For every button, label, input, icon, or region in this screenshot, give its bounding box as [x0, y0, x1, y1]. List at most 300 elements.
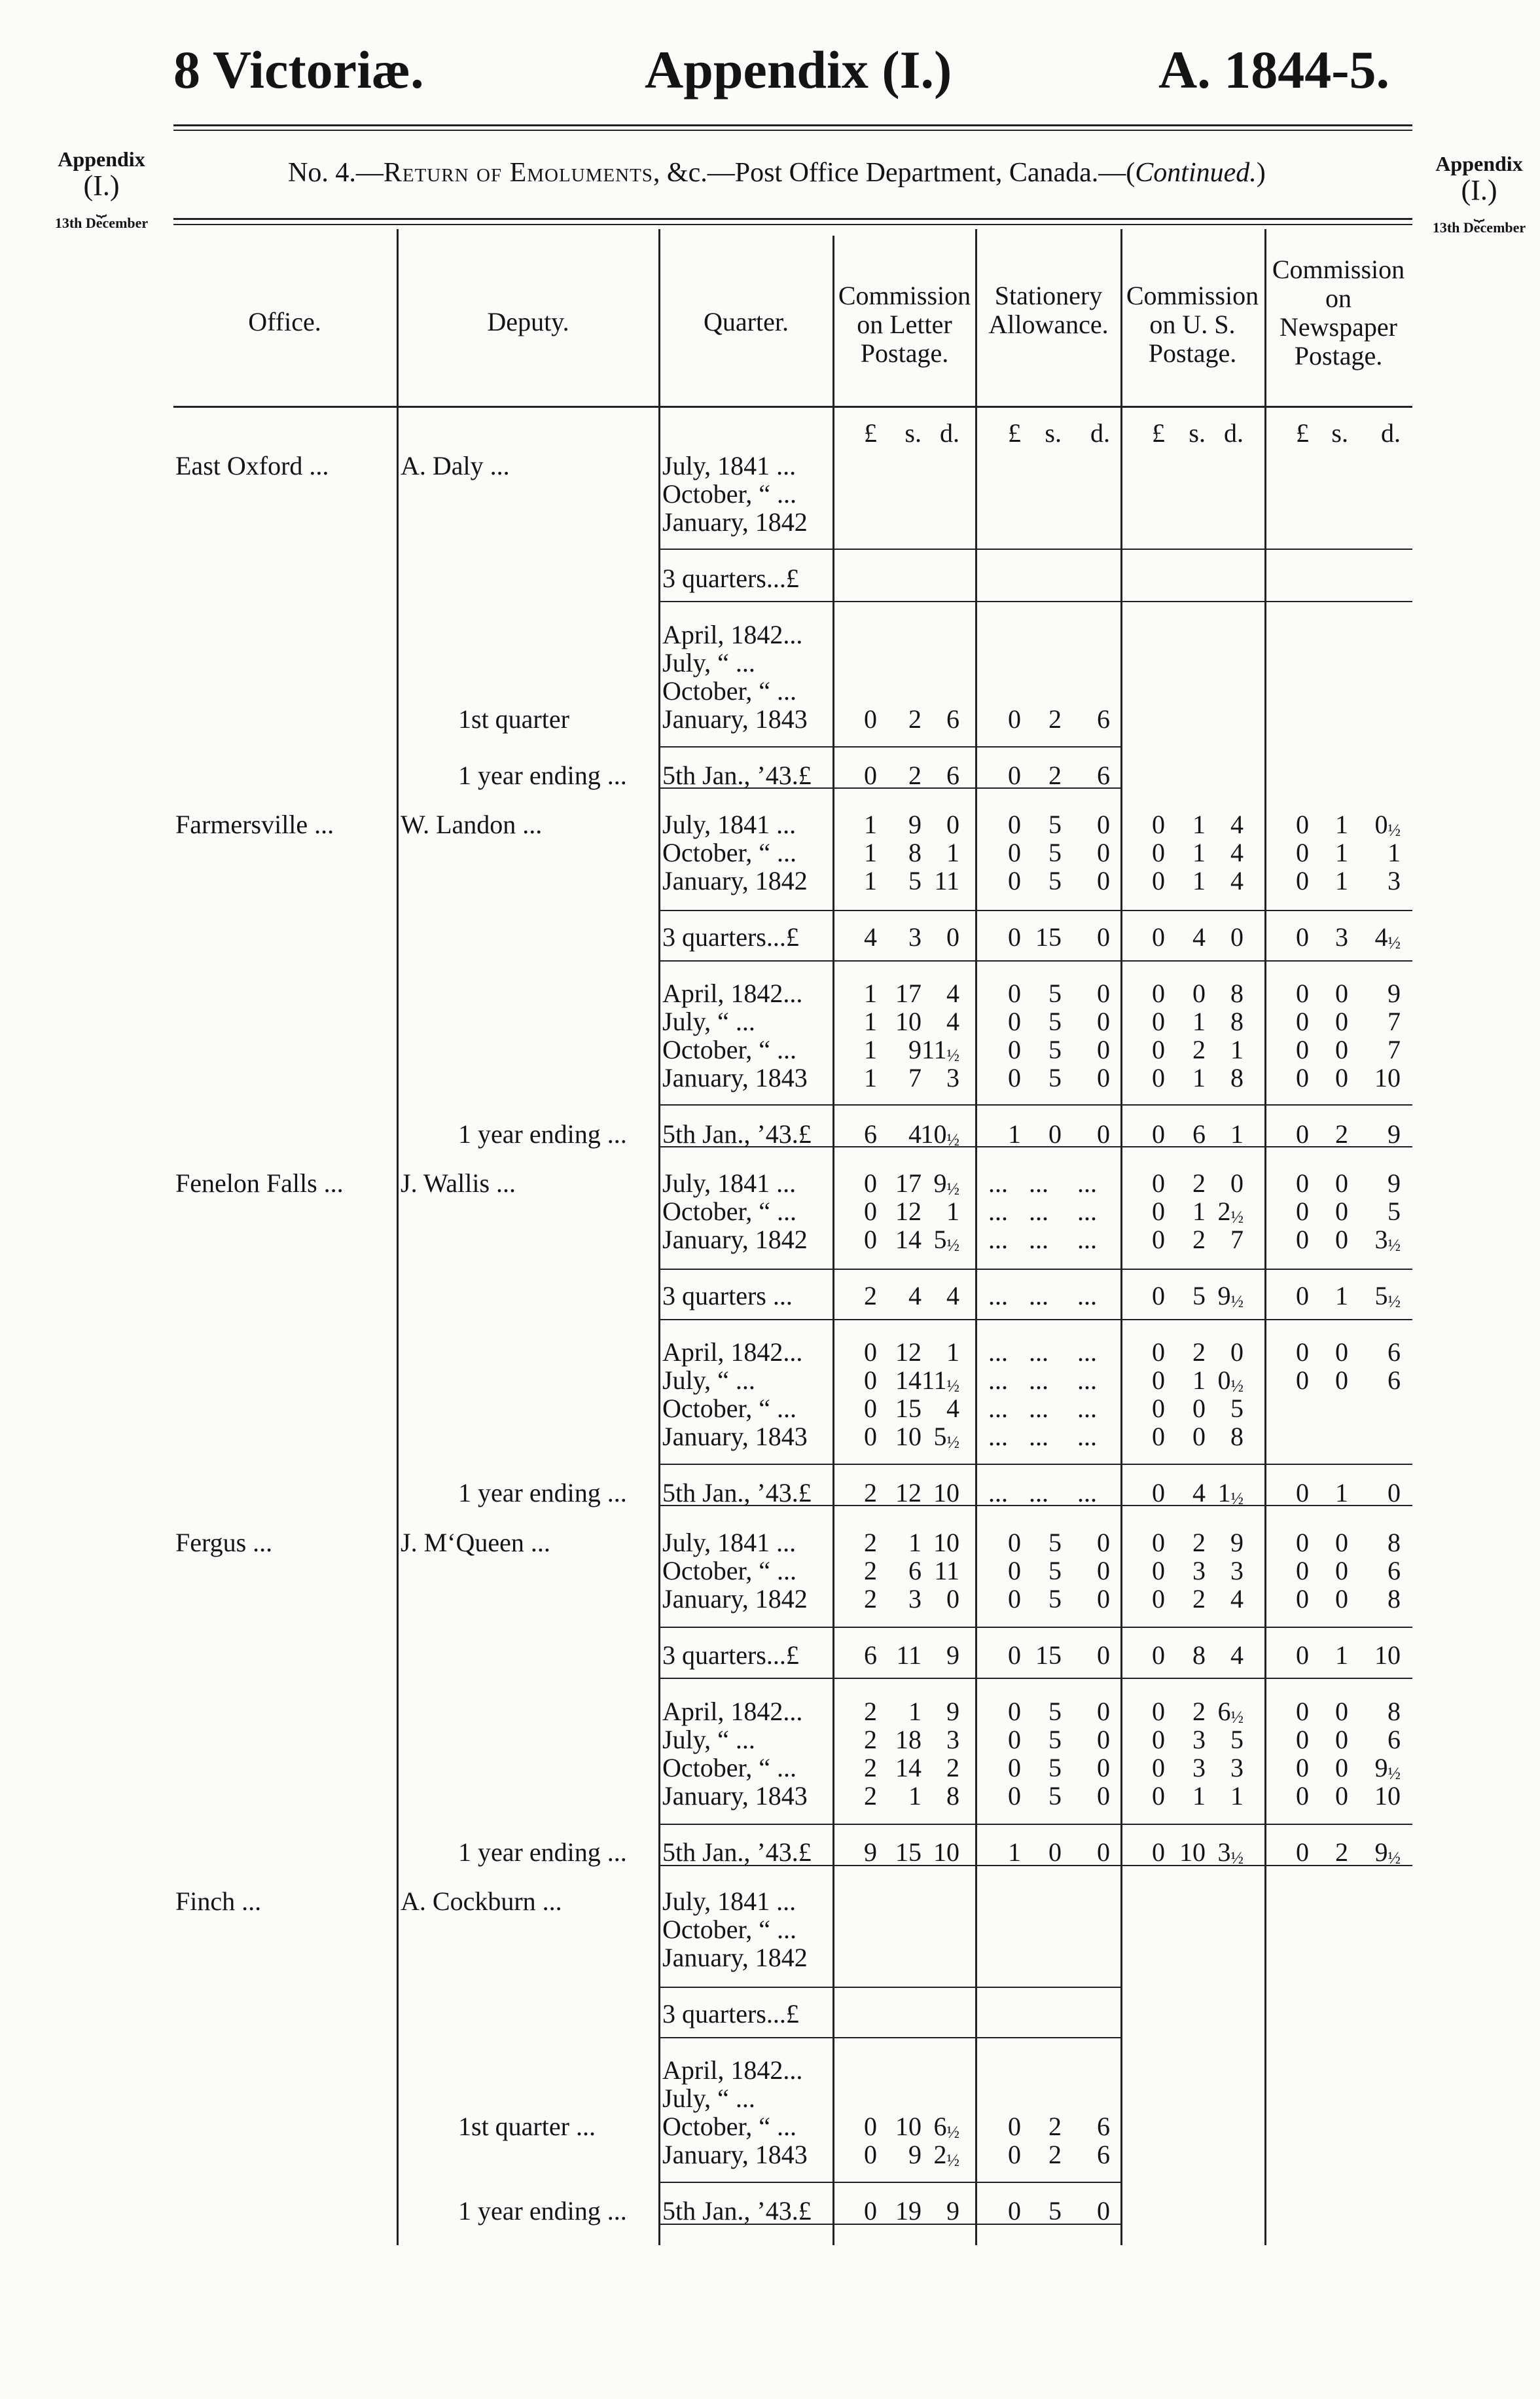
- news-amount: 1: [1335, 1281, 1348, 1310]
- stat-amount: 0: [1008, 979, 1021, 1008]
- stat-amount: 0: [1008, 1753, 1021, 1782]
- us-amount: 2½: [1217, 1197, 1244, 1227]
- us-amount: 0: [1192, 1422, 1206, 1451]
- table-subtitle: No. 4.—Return of Emoluments, &c.—Post Office Department, Canada.—(Continued.): [288, 158, 1266, 188]
- us-amount: 1: [1192, 838, 1206, 867]
- quarter-label: January, 1843: [662, 704, 808, 734]
- stat-amount: 0: [1097, 1035, 1110, 1064]
- letter-amount: 1: [864, 810, 877, 839]
- us-amount: 2: [1192, 1337, 1206, 1367]
- news-amount: 0: [1335, 1781, 1348, 1811]
- letter-amount: 0: [864, 1337, 877, 1367]
- letter-amount: 0: [864, 761, 877, 790]
- stat-amount: 6: [1097, 2112, 1110, 2141]
- quarter-label: January, 1842: [662, 1225, 808, 1254]
- letter-amount: 7: [908, 1063, 922, 1092]
- us-amount: 4: [1230, 1640, 1244, 1670]
- us-amount: 10: [1179, 1837, 1206, 1867]
- stat-amount: 0: [1008, 1697, 1021, 1726]
- news-amount: 4½: [1374, 922, 1401, 952]
- subtitle-rule: [173, 218, 1412, 220]
- news-amount: 0: [1296, 979, 1309, 1008]
- news-amount: 1: [1335, 838, 1348, 867]
- letter-amount: 2: [864, 1556, 877, 1585]
- quarter-label: January, 1842: [662, 866, 808, 895]
- news-amount: 0: [1335, 1697, 1348, 1726]
- letter-amount: 0: [864, 2196, 877, 2226]
- letter-amount: 0: [946, 810, 959, 839]
- money-unit-header: £: [1296, 418, 1309, 448]
- letter-amount: 1: [864, 866, 877, 895]
- stat-amount: 0: [1008, 1725, 1021, 1754]
- quarter-label: July, “ ...: [662, 1365, 755, 1395]
- money-unit-header: £: [1008, 418, 1021, 448]
- stat-amount: 0: [1097, 1837, 1110, 1867]
- stat-amount: 2: [1048, 2140, 1062, 2169]
- letter-amount: 2: [864, 1781, 877, 1811]
- quarter-label: July, 1841 ...: [662, 1886, 797, 1916]
- letter-amount: 2: [864, 1528, 877, 1557]
- stat-amount: 6: [1097, 704, 1110, 734]
- letter-amount: 10½: [920, 1119, 959, 1149]
- stat-amount: 0: [1008, 2196, 1021, 2226]
- quarter-label: October, “ ...: [662, 1394, 797, 1423]
- stat-amount: ...: [988, 1337, 1008, 1367]
- quarter-label: October, “ ...: [662, 1753, 797, 1782]
- us-amount: 1: [1230, 1035, 1244, 1064]
- stat-amount: ...: [1029, 1225, 1048, 1254]
- period-label: 1 year ending ...: [458, 1478, 627, 1507]
- stat-amount: 5: [1048, 2196, 1062, 2226]
- us-amount: 4: [1230, 866, 1244, 895]
- stat-amount: ...: [1077, 1394, 1097, 1423]
- us-amount: 8: [1230, 1007, 1244, 1036]
- letter-amount: 11½: [921, 1035, 959, 1065]
- letter-amount: 10: [933, 1528, 959, 1557]
- col-sep-deputy: [397, 229, 399, 2245]
- office-name: Finch ...: [175, 1886, 262, 1916]
- stat-amount: 2: [1048, 2112, 1062, 2141]
- news-amount: 7: [1388, 1007, 1401, 1036]
- margin-note-right: Appendix (I.) ⏟ 13th December: [1420, 152, 1538, 236]
- letter-amount: 0: [864, 2140, 877, 2169]
- news-amount: 0: [1335, 1753, 1348, 1782]
- letter-amount: 9: [946, 1640, 959, 1670]
- us-amount: 8: [1230, 1063, 1244, 1092]
- letter-amount: 0: [864, 2112, 877, 2141]
- quarter-label: October, “ ...: [662, 838, 797, 867]
- stat-amount: 0: [1097, 1528, 1110, 1557]
- stat-amount: 0: [1097, 1697, 1110, 1726]
- us-amount: 2: [1192, 1697, 1206, 1726]
- quarter-label: January, 1842: [662, 1584, 808, 1614]
- deputy-name: J. M‘Queen ...: [401, 1528, 550, 1557]
- quarter-label: July, 1841 ...: [662, 451, 797, 480]
- us-amount: 2: [1192, 1584, 1206, 1614]
- letter-amount: 1: [946, 838, 959, 867]
- quarter-label: January, 1843: [662, 1781, 808, 1811]
- quarter-label: July, 1841 ...: [662, 1168, 797, 1198]
- news-amount: 0: [1388, 1478, 1401, 1507]
- us-amount: 0: [1152, 1837, 1165, 1867]
- us-amount: 6½: [1217, 1697, 1244, 1727]
- quarter-label: January, 1843: [662, 1063, 808, 1092]
- us-amount: 3: [1230, 1753, 1244, 1782]
- sum-rule: [658, 910, 1412, 911]
- us-amount: 7: [1230, 1225, 1244, 1254]
- stat-amount: 5: [1048, 810, 1062, 839]
- news-amount: 0: [1335, 1197, 1348, 1226]
- letter-amount: 10: [895, 2112, 922, 2141]
- deputy-name: W. Landon ...: [401, 810, 543, 839]
- us-amount: 0: [1230, 922, 1244, 952]
- stat-amount: 0: [1008, 1584, 1021, 1614]
- us-amount: 3: [1192, 1556, 1206, 1585]
- news-amount: 0: [1335, 1725, 1348, 1754]
- quarter-label: April, 1842...: [662, 2055, 803, 2085]
- money-unit-header: £: [1152, 418, 1165, 448]
- letter-amount: 11½: [921, 1365, 959, 1396]
- period-label: 1st quarter: [458, 704, 569, 734]
- money-unit-header: d.: [940, 418, 959, 448]
- letter-amount: 17: [895, 1168, 922, 1198]
- sum-rule: [658, 2037, 1120, 2038]
- letter-amount: 5: [908, 866, 922, 895]
- stat-amount: 0: [1048, 1119, 1062, 1149]
- quarter-label: October, “ ...: [662, 1197, 797, 1226]
- us-amount: 3: [1192, 1753, 1206, 1782]
- news-amount: 0: [1335, 1528, 1348, 1557]
- money-unit-header: d.: [1224, 418, 1244, 448]
- header-rule-top: [173, 124, 1412, 126]
- us-amount: 5: [1230, 1394, 1244, 1423]
- news-amount: 5: [1388, 1197, 1401, 1226]
- us-amount: 1: [1230, 1119, 1244, 1149]
- us-amount: 0: [1152, 1753, 1165, 1782]
- stat-amount: ...: [1077, 1281, 1097, 1310]
- us-amount: 3½: [1217, 1837, 1244, 1867]
- news-amount: 6: [1388, 1337, 1401, 1367]
- us-amount: 0: [1152, 979, 1165, 1008]
- letter-amount: 11: [934, 866, 959, 895]
- news-amount: 0: [1296, 1063, 1309, 1092]
- stat-amount: 5: [1048, 1528, 1062, 1557]
- stat-amount: ...: [988, 1422, 1008, 1451]
- brace-icon: ⏟: [96, 197, 107, 217]
- column-header-rule: [173, 406, 1412, 408]
- news-amount: 0: [1296, 1556, 1309, 1585]
- stat-amount: 0: [1008, 1556, 1021, 1585]
- us-amount: 8: [1230, 979, 1244, 1008]
- page-header-right: A. 1844-5.: [1158, 40, 1390, 99]
- stat-amount: 0: [1048, 1837, 1062, 1867]
- stat-amount: ...: [988, 1197, 1008, 1226]
- stat-amount: ...: [1029, 1422, 1048, 1451]
- letter-amount: 2: [864, 1697, 877, 1726]
- us-amount: 1: [1192, 1197, 1206, 1226]
- letter-amount: 4: [946, 1007, 959, 1036]
- letter-amount: 0: [864, 1422, 877, 1451]
- us-amount: 4: [1192, 922, 1206, 952]
- money-unit-header: s.: [904, 418, 922, 448]
- sum-rule: [658, 960, 1412, 962]
- news-amount: 0: [1335, 1225, 1348, 1254]
- us-amount: 0: [1152, 1640, 1165, 1670]
- stat-amount: 5: [1048, 866, 1062, 895]
- stat-amount: 0: [1097, 1725, 1110, 1754]
- us-amount: 0: [1230, 1168, 1244, 1198]
- sum-rule: [658, 746, 1120, 748]
- us-amount: 1: [1192, 866, 1206, 895]
- sum-rule: [658, 601, 1412, 602]
- stat-amount: 5: [1048, 1007, 1062, 1036]
- us-amount: 0½: [1217, 1365, 1244, 1396]
- money-unit-header: s.: [1045, 418, 1062, 448]
- office-name: Farmersville ...: [175, 810, 334, 839]
- stat-amount: 0: [1008, 838, 1021, 867]
- stat-amount: 0: [1097, 1007, 1110, 1036]
- stat-amount: 0: [1008, 1781, 1021, 1811]
- us-amount: 8: [1230, 1422, 1244, 1451]
- quarter-label: October, “ ...: [662, 676, 797, 706]
- stat-amount: 15: [1035, 1640, 1062, 1670]
- us-amount: 3: [1192, 1725, 1206, 1754]
- us-amount: 5: [1230, 1725, 1244, 1754]
- news-amount: 8: [1388, 1528, 1401, 1557]
- quarter-label: April, 1842...: [662, 1337, 803, 1367]
- us-amount: 4: [1230, 1584, 1244, 1614]
- letter-amount: 1: [908, 1697, 922, 1726]
- news-amount: 0: [1335, 1168, 1348, 1198]
- letter-amount: 9: [908, 810, 922, 839]
- stat-amount: 2: [1048, 761, 1062, 790]
- stat-amount: 0: [1008, 1035, 1021, 1064]
- letter-amount: 6½: [933, 2112, 959, 2142]
- letter-amount: 4: [946, 1281, 959, 1310]
- news-amount: 3: [1335, 922, 1348, 952]
- quarter-label: July, “ ...: [662, 2083, 755, 2113]
- letter-amount: 9: [946, 1697, 959, 1726]
- stat-amount: 0: [1008, 1063, 1021, 1092]
- news-amount: 0: [1296, 866, 1309, 895]
- stat-amount: 1: [1008, 1119, 1021, 1149]
- us-amount: 2: [1192, 1168, 1206, 1198]
- quarter-label: January, 1843: [662, 1422, 808, 1451]
- stat-amount: 2: [1048, 704, 1062, 734]
- us-amount: 0: [1152, 1281, 1165, 1310]
- us-amount: 4: [1230, 838, 1244, 867]
- letter-amount: 9½: [933, 1168, 959, 1199]
- letter-amount: 1: [864, 1063, 877, 1092]
- quarter-label: 3 quarters...£: [662, 564, 799, 593]
- stat-amount: ...: [988, 1168, 1008, 1198]
- quarter-label: 5th Jan., ’43.£: [662, 1837, 812, 1867]
- us-amount: 0: [1152, 1063, 1165, 1092]
- stat-amount: 0: [1097, 979, 1110, 1008]
- sum-rule: [658, 549, 1412, 550]
- news-amount: 0: [1296, 922, 1309, 952]
- news-amount: 0: [1296, 1281, 1309, 1310]
- letter-amount: 2: [864, 1478, 877, 1507]
- letter-amount: 19: [895, 2196, 922, 2226]
- news-amount: 5½: [1374, 1281, 1401, 1311]
- letter-amount: 15: [895, 1837, 922, 1867]
- letter-amount: 9: [946, 2196, 959, 2226]
- stat-amount: 0: [1097, 2196, 1110, 2226]
- stat-amount: 0: [1008, 810, 1021, 839]
- news-amount: 10: [1374, 1781, 1401, 1811]
- office-name: Fenelon Falls ...: [175, 1168, 344, 1198]
- sum-rule: [658, 1319, 1412, 1320]
- letter-amount: 6: [908, 1556, 922, 1585]
- news-amount: 0: [1335, 1337, 1348, 1367]
- letter-amount: 6: [946, 704, 959, 734]
- us-amount: 1½: [1217, 1478, 1244, 1508]
- letter-amount: 6: [864, 1119, 877, 1149]
- letter-amount: 12: [895, 1337, 922, 1367]
- letter-amount: 0: [946, 922, 959, 952]
- stat-amount: 5: [1048, 1556, 1062, 1585]
- stat-amount: 0: [1097, 1640, 1110, 1670]
- stat-amount: 5: [1048, 1584, 1062, 1614]
- money-unit-header: d.: [1090, 418, 1110, 448]
- stat-amount: 0: [1097, 1781, 1110, 1811]
- sum-rule: [658, 1987, 1120, 1988]
- quarter-label: January, 1843: [662, 2140, 808, 2169]
- news-amount: 0: [1296, 1197, 1309, 1226]
- stat-amount: 5: [1048, 1035, 1062, 1064]
- period-label: 1 year ending ...: [458, 1119, 627, 1149]
- letter-amount: 2½: [933, 2140, 959, 2170]
- news-amount: 10: [1374, 1640, 1401, 1670]
- news-amount: 0: [1296, 1781, 1309, 1811]
- us-amount: 0: [1152, 1528, 1165, 1557]
- stat-amount: ...: [988, 1365, 1008, 1395]
- letter-amount: 2: [908, 761, 922, 790]
- letter-amount: 12: [895, 1478, 922, 1507]
- news-amount: 0: [1335, 1007, 1348, 1036]
- us-amount: 0: [1152, 1584, 1165, 1614]
- news-amount: 0: [1296, 1528, 1309, 1557]
- news-amount: 1: [1335, 810, 1348, 839]
- quarter-label: July, 1841 ...: [662, 810, 797, 839]
- letter-amount: 0: [864, 1394, 877, 1423]
- us-amount: 0: [1230, 1337, 1244, 1367]
- news-amount: 1: [1335, 866, 1348, 895]
- news-amount: 10: [1374, 1063, 1401, 1092]
- us-amount: 1: [1192, 1781, 1206, 1811]
- us-amount: 0: [1152, 1556, 1165, 1585]
- us-amount: 0: [1152, 838, 1165, 867]
- letter-amount: 5½: [933, 1422, 959, 1452]
- news-amount: 1: [1335, 1640, 1348, 1670]
- quarter-label: October, “ ...: [662, 2112, 797, 2141]
- letter-amount: 10: [895, 1422, 922, 1451]
- quarter-label: January, 1842: [662, 1943, 808, 1972]
- us-amount: 6: [1192, 1119, 1206, 1149]
- us-amount: 0: [1152, 810, 1165, 839]
- quarter-label: January, 1842: [662, 507, 808, 537]
- letter-amount: 2: [864, 1725, 877, 1754]
- period-label: 1st quarter ...: [458, 2112, 596, 2141]
- news-amount: 2: [1335, 1837, 1348, 1867]
- quarter-label: April, 1842...: [662, 979, 803, 1008]
- us-amount: 1: [1230, 1781, 1244, 1811]
- office-name: Fergus ...: [175, 1528, 273, 1557]
- news-amount: 0: [1296, 1035, 1309, 1064]
- letter-amount: 5½: [933, 1225, 959, 1255]
- us-amount: 9: [1230, 1528, 1244, 1557]
- news-amount: 0: [1335, 1365, 1348, 1395]
- letter-amount: 15: [895, 1394, 922, 1423]
- stat-amount: ...: [1029, 1168, 1048, 1198]
- us-amount: 2: [1192, 1528, 1206, 1557]
- letter-amount: 1: [946, 1337, 959, 1367]
- news-amount: 0½: [1374, 810, 1401, 840]
- news-amount: 0: [1296, 1365, 1309, 1395]
- col-header-deputy: Deputy.: [487, 307, 569, 336]
- stat-amount: 5: [1048, 1725, 1062, 1754]
- stat-amount: ...: [988, 1225, 1008, 1254]
- stat-amount: ...: [1029, 1197, 1048, 1226]
- sum-rule: [658, 1269, 1412, 1270]
- sum-rule: [658, 2182, 1120, 2183]
- letter-amount: 4: [908, 1119, 922, 1149]
- quarter-label: 3 quarters...£: [662, 922, 799, 952]
- quarter-label: October, “ ...: [662, 479, 797, 509]
- letter-amount: 0: [946, 1584, 959, 1614]
- stat-amount: 0: [1097, 1556, 1110, 1585]
- us-amount: 2: [1192, 1225, 1206, 1254]
- news-amount: 8: [1388, 1697, 1401, 1726]
- col-header-stationery: Stationery Allowance.: [988, 281, 1109, 339]
- us-amount: 1: [1192, 810, 1206, 839]
- header-rule-top-2: [173, 130, 1412, 131]
- letter-amount: 17: [895, 979, 922, 1008]
- us-amount: 0: [1152, 922, 1165, 952]
- news-amount: 0: [1335, 1556, 1348, 1585]
- news-amount: 9½: [1374, 1837, 1401, 1867]
- sum-rule: [658, 1627, 1412, 1628]
- letter-amount: 2: [864, 1753, 877, 1782]
- col-header-office: Office.: [248, 307, 321, 336]
- letter-amount: 4: [908, 1281, 922, 1310]
- letter-amount: 14: [895, 1225, 922, 1254]
- stat-amount: ...: [1077, 1478, 1097, 1507]
- stat-amount: ...: [1077, 1197, 1097, 1226]
- letter-amount: 4: [864, 922, 877, 952]
- letter-amount: 8: [946, 1781, 959, 1811]
- us-amount: 0: [1192, 1394, 1206, 1423]
- letter-amount: 4: [946, 979, 959, 1008]
- us-amount: 2: [1192, 1035, 1206, 1064]
- letter-amount: 18: [895, 1725, 922, 1754]
- news-amount: 2: [1335, 1119, 1348, 1149]
- letter-amount: 0: [864, 1168, 877, 1198]
- news-amount: 0: [1335, 1063, 1348, 1092]
- us-amount: 0: [1152, 866, 1165, 895]
- quarter-label: April, 1842...: [662, 1697, 803, 1726]
- letter-amount: 1: [864, 1007, 877, 1036]
- stat-amount: 5: [1048, 979, 1062, 1008]
- stat-amount: ...: [1077, 1168, 1097, 1198]
- news-amount: 1: [1388, 838, 1401, 867]
- stat-amount: 0: [1097, 922, 1110, 952]
- quarter-label: April, 1842...: [662, 620, 803, 649]
- quarter-label: July, “ ...: [662, 648, 755, 677]
- quarter-label: October, “ ...: [662, 1556, 797, 1585]
- letter-amount: 2: [864, 1584, 877, 1614]
